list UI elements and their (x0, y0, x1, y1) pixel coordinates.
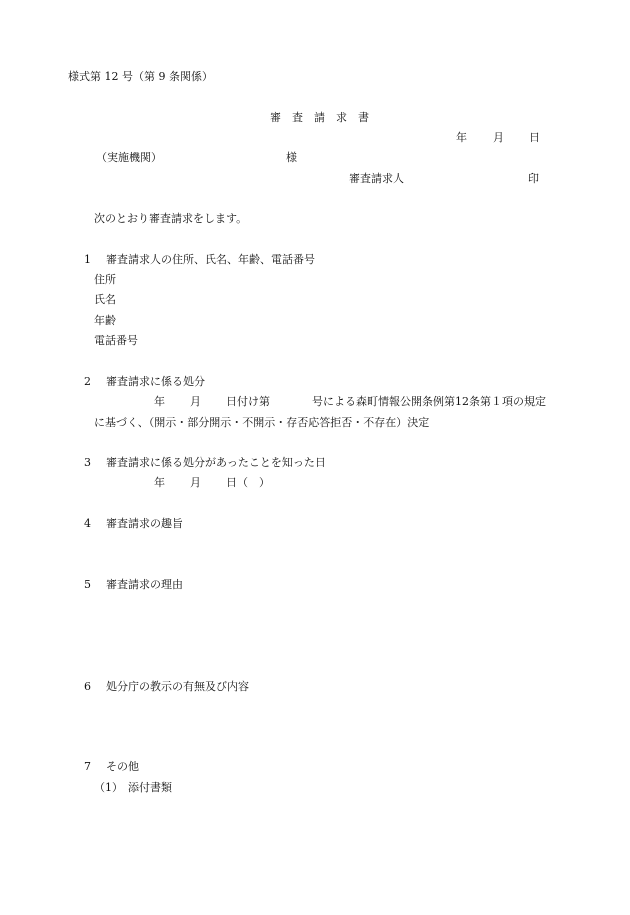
section-2-year: 年 (154, 395, 165, 408)
section-3-heading: 審査請求に係る処分があったことを知った日 (106, 456, 326, 469)
section-1-heading: 審査請求人の住所、氏名、年齢、電話番号 (106, 253, 315, 266)
requester-seal: 印 (528, 172, 539, 185)
section-7-sub1-label: 添付書類 (128, 781, 172, 794)
date-day: 日 (529, 131, 540, 144)
section-2-month: 月 (190, 395, 201, 408)
field-phone-label: 電話番号 (94, 334, 138, 347)
section-3-year: 年 (154, 476, 165, 489)
section-4-heading: 審査請求の趣旨 (106, 517, 183, 530)
section-5-heading: 審査請求の理由 (106, 578, 183, 591)
addressee-honorific: 様 (286, 151, 297, 164)
section-7-number: 7 (84, 760, 91, 773)
intro-text: 次のとおり審査請求をします。 (94, 212, 248, 225)
section-2-dated: 日付け第 (226, 395, 270, 408)
section-3-day: 日（ ） (226, 476, 270, 489)
section-7-heading: その他 (106, 760, 139, 773)
addressee-agency: （実施機関） (96, 151, 162, 164)
section-2-number: 2 (84, 375, 91, 388)
date-year: 年 (456, 131, 467, 144)
section-2-rule-ref: 号による森町情報公開条例第12条第１項の規定 (312, 395, 546, 408)
section-4-number: 4 (84, 517, 91, 530)
section-3-month: 月 (190, 476, 201, 489)
field-address-label: 住所 (94, 273, 116, 286)
requester-label: 審査請求人 (349, 172, 404, 185)
form-number: 様式第 12 号（第 9 条関係） (68, 70, 213, 83)
section-5-number: 5 (84, 578, 91, 591)
field-name-label: 氏名 (94, 293, 116, 306)
section-2-decision-types: に基づく、（開示・部分開示・不開示・存否応答拒否・不存在）決定 (94, 416, 430, 429)
date-month: 月 (493, 131, 504, 144)
section-6-heading: 処分庁の教示の有無及び内容 (106, 680, 249, 693)
section-6-number: 6 (84, 680, 91, 693)
section-1-number: 1 (84, 253, 91, 266)
section-3-number: 3 (84, 456, 91, 469)
field-age-label: 年齢 (94, 314, 116, 327)
section-2-heading: 審査請求に係る処分 (106, 375, 205, 388)
document-title: 審 査 請 求 書 (270, 111, 369, 124)
section-7-sub1-number: （1） (94, 781, 123, 794)
